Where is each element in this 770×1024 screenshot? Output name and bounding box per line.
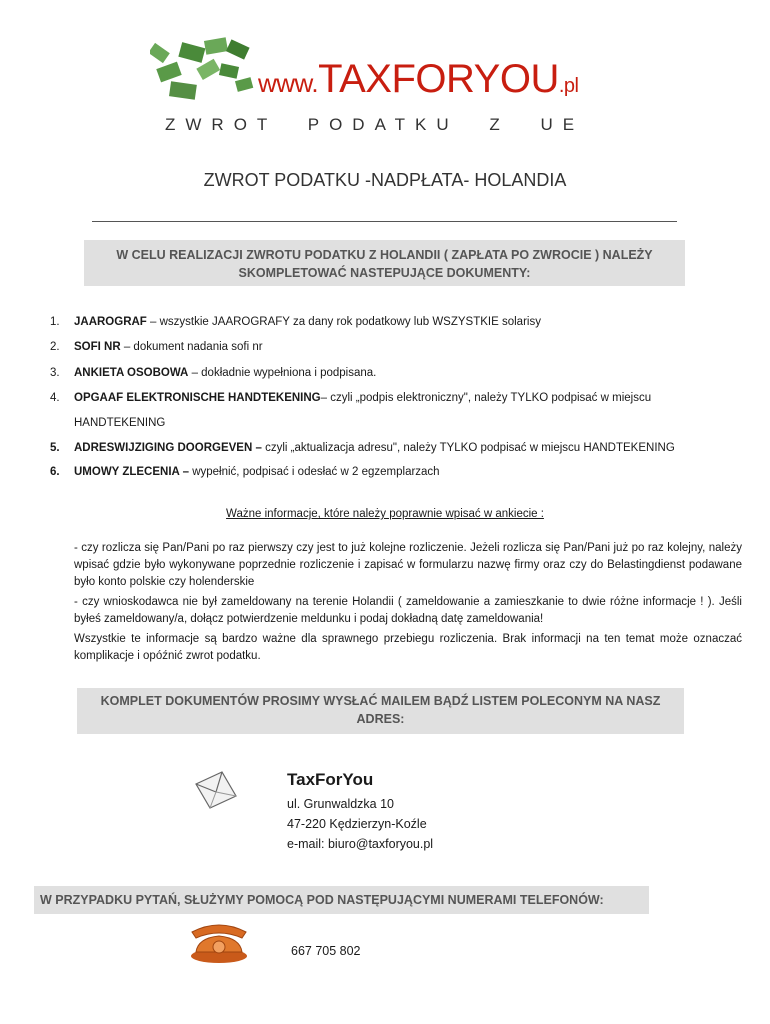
list-item-continuation: HANDTEKENING (74, 417, 166, 429)
list-item (50, 442, 675, 454)
send-line-1: KOMPLET DOKUMENTÓW PROSIMY WYSŁAĆ MAILEM BĄDŹ LISTEM POLECONYM NA NASZ (100, 694, 661, 708)
list-number: 5. (50, 442, 60, 454)
phone-number[interactable]: 667 705 802 (291, 944, 361, 958)
logo-main: TAXFORYOU (318, 57, 559, 101)
document-desc: wypełnić, podpisać i odesłać w 2 egzemplarzach (192, 466, 440, 478)
intro-box (84, 240, 685, 286)
document-desc: – dokładnie wypełniona i podpisana. (188, 367, 377, 379)
address-block (287, 770, 433, 854)
document-desc: – wszystkie JAAROGRAFY za dany rok podatkowy lub WSZYSTKIE solarisy (146, 316, 541, 328)
intro-line-2: SKOMPLETOWAĆ NASTEPUJĄCE DOKUMENTY: (238, 266, 531, 280)
page-title: ZWROT PODATKU -NADPŁATA- HOLANDIA (203, 170, 567, 190)
list-number: 4. (50, 392, 60, 404)
company-logo (150, 35, 620, 140)
title-divider (92, 221, 677, 222)
list-item (50, 367, 376, 379)
document-desc: – czyli „podpis elektroniczny", należy TYLKO podpisać w miejscu (320, 392, 652, 404)
list-item (50, 392, 651, 404)
list-item (50, 316, 541, 328)
address-email[interactable]: e-mail: biuro@taxforyou.pl (287, 837, 434, 851)
info-heading: Ważne informacje, które należy poprawnie wpisać w ankiecie : (226, 508, 544, 520)
intro-line-1: W CELU REALIZACJI ZWROTU PODATKU Z HOLANDII ( ZAPŁATA PO ZWROCIE ) NALEŻY (116, 248, 653, 262)
send-instructions-box (77, 688, 684, 734)
document-name: OPGAAF ELEKTRONISCHE HANDTEKENING (74, 392, 321, 404)
address-street: ul. Grunwaldzka 10 (287, 797, 395, 811)
document-desc: czyli „aktualizacja adresu", należy TYLKO podpisać w miejscu HANDTEKENING (265, 442, 675, 454)
envelope-icon (192, 770, 238, 812)
list-number: 2. (50, 341, 60, 353)
info-paragraph-3: Wszystkie te informacje są bardzo ważne dla sprawnego przebiegu rozliczenia. Brak informacji na ten temat może oznaczać komplikacje i opóźnić zwrot podatku. (74, 633, 742, 662)
list-number: 1. (50, 316, 60, 328)
logo-tagline: ZWROT PODATKU Z UE (165, 115, 585, 134)
list-item (50, 466, 440, 478)
telephone-icon (188, 920, 250, 964)
info-paragraph-2: - czy wnioskodawca nie był zameldowany na terenie Holandii ( zameldowanie a zamieszkanie to dwie różne informacje ! ). Jeśli byłeś zameldowany/a, dołącz potwierdzenie meldunku i podaj dokładną datę zameldowania! (74, 596, 742, 625)
document-name: SOFI NR (74, 341, 121, 353)
list-number: 3. (50, 367, 60, 379)
list-number: 6. (50, 466, 60, 478)
send-line-2: ADRES: (356, 712, 405, 726)
info-paragraph-1: - czy rozlicza się Pan/Pani po raz pierwszy czy jest to już kolejne rozliczenie. Jeżeli rozlicza się Pan/Pani już po raz kolejny, należy wpisać gdzie było wykonywane poprzednie rozliczenie i zapisać w formularzu nazwę firmy oraz czy do Belastingdienst podawane było konto polskie czy holenderskie (74, 542, 742, 588)
logo-pl: .pl (558, 75, 579, 97)
document-name: ANKIETA OSOBOWA (74, 367, 189, 379)
document-desc: – dokument nadania sofi nr (120, 341, 263, 353)
document-name: UMOWY ZLECENIA – (74, 466, 193, 478)
address-city: 47-220 Kędzierzyn-Koźle (287, 817, 427, 831)
document-name: JAAROGRAF (74, 316, 147, 328)
logo-wordmark (258, 57, 578, 102)
company-name: TaxForYou (287, 770, 374, 789)
logo-www: www. (258, 68, 319, 98)
money-bills-icon (150, 35, 260, 105)
phone-info-box: W PRZYPADKU PYTAŃ, SŁUŻYMY POMOCĄ POD NASTĘPUJĄCYMI NUMERAMI TELEFONÓW: (34, 886, 649, 914)
document-name: ADRESWIJZIGING DOORGEVEN – (74, 442, 266, 454)
info-section (74, 540, 742, 668)
list-item (50, 341, 263, 353)
